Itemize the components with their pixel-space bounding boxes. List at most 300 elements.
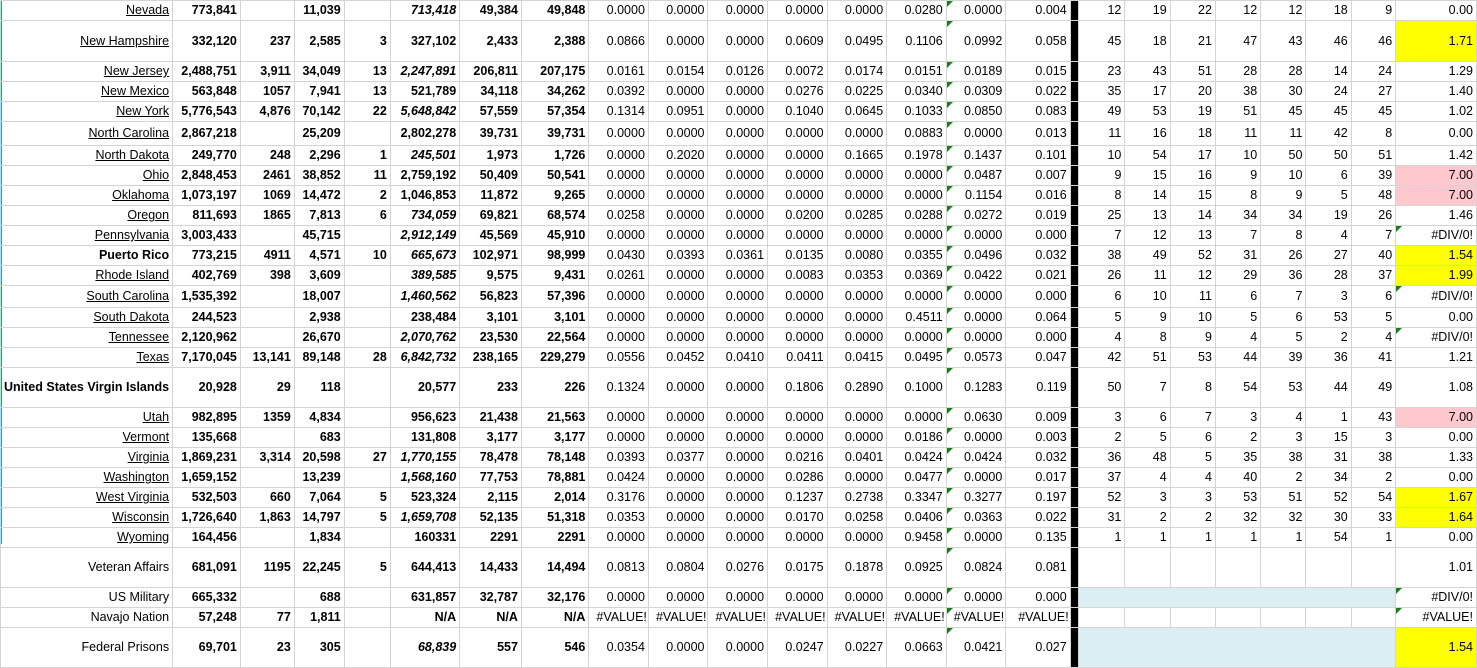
rank-cell[interactable] [1351, 548, 1395, 588]
rank-cell[interactable] [1170, 608, 1215, 628]
data-cell[interactable]: 1,460,562 [390, 286, 459, 308]
data-cell[interactable] [240, 308, 294, 328]
data-cell[interactable]: 0.016 [1006, 186, 1070, 206]
rank-cell[interactable]: 9 [1079, 166, 1125, 186]
rank-cell[interactable]: 31 [1215, 246, 1260, 266]
data-cell[interactable]: 0.0340 [887, 82, 947, 102]
data-cell[interactable]: 0.0406 [887, 508, 947, 528]
state-link[interactable]: Tennessee [108, 330, 170, 344]
data-cell[interactable]: 5 [344, 508, 390, 528]
data-cell[interactable]: 0.0000 [708, 226, 768, 246]
data-cell[interactable]: 332,120 [173, 21, 241, 62]
data-cell[interactable]: 0.0000 [946, 226, 1006, 246]
data-cell[interactable]: 27 [344, 448, 390, 468]
rank-cell[interactable]: 40 [1215, 468, 1260, 488]
rank-cell[interactable]: 33 [1351, 508, 1395, 528]
rank-cell[interactable]: 24 [1306, 82, 1351, 102]
data-cell[interactable] [344, 528, 390, 548]
rank-cell[interactable]: 28 [1261, 62, 1306, 82]
row-label-cell[interactable] [1, 628, 173, 668]
data-cell[interactable]: 0.101 [1006, 146, 1070, 166]
data-cell[interactable]: 0.0000 [589, 328, 649, 348]
data-cell[interactable]: 0.0000 [827, 528, 887, 548]
data-cell[interactable]: 0.2738 [827, 488, 887, 508]
data-cell[interactable]: 0.0174 [827, 62, 887, 82]
data-cell[interactable]: 0.1237 [768, 488, 828, 508]
rank-cell[interactable]: 2 [1079, 428, 1125, 448]
row-label-cell[interactable] [1, 186, 173, 206]
data-cell[interactable]: #VALUE! [946, 608, 1006, 628]
data-cell[interactable] [344, 408, 390, 428]
data-cell[interactable]: 34,262 [521, 82, 588, 102]
rank-cell[interactable] [1306, 548, 1351, 588]
data-cell[interactable]: 0.0992 [946, 21, 1006, 62]
data-cell[interactable]: 34,118 [460, 82, 522, 102]
ratio-cell[interactable]: 7.00 [1396, 166, 1477, 186]
rank-cell[interactable]: 11 [1215, 122, 1260, 146]
data-cell[interactable]: 0.0000 [708, 266, 768, 286]
rank-cell[interactable]: 3 [1125, 488, 1170, 508]
row-label-cell[interactable] [1, 468, 173, 488]
data-cell[interactable]: 0.013 [1006, 122, 1070, 146]
data-cell[interactable]: 773,215 [173, 246, 241, 266]
rank-cell[interactable]: 21 [1170, 21, 1215, 62]
data-cell[interactable]: 0.0645 [827, 102, 887, 122]
data-cell[interactable]: 0.0000 [589, 122, 649, 146]
data-cell[interactable]: 57,559 [460, 102, 522, 122]
data-cell[interactable]: 13 [344, 82, 390, 102]
data-cell[interactable]: 0.0000 [708, 308, 768, 328]
ratio-cell[interactable]: #DIV/0! [1396, 328, 1477, 348]
data-cell[interactable]: 32,787 [460, 588, 522, 608]
rank-cell[interactable]: 18 [1170, 122, 1215, 146]
rank-cell[interactable]: 35 [1079, 82, 1125, 102]
row-label-cell[interactable] [1, 166, 173, 186]
rank-cell[interactable]: 52 [1170, 246, 1215, 266]
rank-cell[interactable]: 1 [1306, 408, 1351, 428]
data-cell[interactable]: 0.0272 [946, 206, 1006, 226]
data-cell[interactable]: 237 [240, 21, 294, 62]
rank-cell[interactable]: 8 [1079, 186, 1125, 206]
data-cell[interactable]: 1,770,155 [390, 448, 459, 468]
rank-cell[interactable]: 4 [1261, 408, 1306, 428]
data-cell[interactable]: 38,852 [294, 166, 344, 186]
state-link[interactable]: New York [116, 104, 170, 118]
state-link[interactable]: Oregon [127, 208, 170, 222]
ratio-cell[interactable]: 1.42 [1396, 146, 1477, 166]
data-cell[interactable]: 18,007 [294, 286, 344, 308]
data-cell[interactable]: 0.0175 [768, 548, 828, 588]
data-cell[interactable]: 0.0000 [768, 286, 828, 308]
data-cell[interactable]: 0.0377 [648, 448, 708, 468]
data-cell[interactable]: 563,848 [173, 82, 241, 102]
data-cell[interactable]: 7,941 [294, 82, 344, 102]
ratio-cell[interactable]: 0.00 [1396, 308, 1477, 328]
data-cell[interactable]: 70,142 [294, 102, 344, 122]
data-cell[interactable]: 1,834 [294, 528, 344, 548]
data-cell[interactable]: 1,659,152 [173, 468, 241, 488]
data-cell[interactable] [240, 428, 294, 448]
ratio-cell[interactable]: 1.02 [1396, 102, 1477, 122]
data-cell[interactable]: 2291 [521, 528, 588, 548]
data-cell[interactable]: 0.0363 [946, 508, 1006, 528]
data-cell[interactable]: 0.0000 [768, 408, 828, 428]
data-cell[interactable]: 0.0000 [648, 286, 708, 308]
data-cell[interactable]: 0.119 [1006, 368, 1070, 408]
data-cell[interactable]: 0.2890 [827, 368, 887, 408]
ratio-cell[interactable]: #DIV/0! [1396, 226, 1477, 246]
data-cell[interactable]: 2 [344, 186, 390, 206]
rank-cell[interactable]: 51 [1125, 348, 1170, 368]
data-cell[interactable]: 0.0000 [708, 488, 768, 508]
data-cell[interactable] [344, 428, 390, 448]
data-cell[interactable]: 1,973 [460, 146, 522, 166]
rank-cell[interactable]: 7 [1215, 226, 1260, 246]
data-cell[interactable]: 0.0000 [708, 428, 768, 448]
data-cell[interactable]: 0.058 [1006, 21, 1070, 62]
data-cell[interactable]: 89,148 [294, 348, 344, 368]
rank-cell[interactable]: 9 [1170, 328, 1215, 348]
data-cell[interactable]: 0.0477 [887, 468, 947, 488]
data-cell[interactable]: 0.0000 [708, 628, 768, 668]
row-label-cell[interactable] [1, 328, 173, 348]
data-cell[interactable]: 50,409 [460, 166, 522, 186]
data-cell[interactable]: 1865 [240, 206, 294, 226]
rank-cell[interactable]: 2 [1125, 508, 1170, 528]
data-cell[interactable]: 2,247,891 [390, 62, 459, 82]
data-cell[interactable]: 631,857 [390, 588, 459, 608]
data-cell[interactable]: 0.0000 [648, 528, 708, 548]
data-cell[interactable]: 0.0000 [708, 166, 768, 186]
ratio-cell[interactable]: 0.00 [1396, 528, 1477, 548]
data-cell[interactable]: 2461 [240, 166, 294, 186]
state-link[interactable]: North Dakota [95, 148, 170, 162]
data-cell[interactable]: 0.0424 [887, 448, 947, 468]
rank-cell[interactable]: 5 [1261, 328, 1306, 348]
data-cell[interactable]: 20,598 [294, 448, 344, 468]
rank-cell[interactable]: 49 [1351, 368, 1395, 408]
rank-cell[interactable]: 5 [1306, 186, 1351, 206]
ratio-cell[interactable]: 1.46 [1396, 206, 1477, 226]
data-cell[interactable] [240, 286, 294, 308]
data-cell[interactable]: 0.0353 [589, 508, 649, 528]
rank-cell[interactable]: 37 [1079, 468, 1125, 488]
rank-cell[interactable]: 53 [1170, 348, 1215, 368]
rank-cell[interactable]: 54 [1351, 488, 1395, 508]
data-cell[interactable]: 0.0258 [827, 508, 887, 528]
data-cell[interactable]: 0.0000 [589, 1, 649, 21]
data-cell[interactable]: 0.0000 [768, 528, 828, 548]
data-cell[interactable]: 0.0609 [768, 21, 828, 62]
rank-cell[interactable]: 53 [1261, 368, 1306, 408]
data-cell[interactable]: #VALUE! [1006, 608, 1070, 628]
row-label-cell[interactable] [1, 308, 173, 328]
data-cell[interactable]: 956,623 [390, 408, 459, 428]
data-cell[interactable]: 0.027 [1006, 628, 1070, 668]
row-label-cell[interactable] [1, 146, 173, 166]
rank-cell[interactable]: 19 [1170, 102, 1215, 122]
data-cell[interactable]: 0.0135 [768, 246, 828, 266]
data-cell[interactable] [344, 328, 390, 348]
rank-cell[interactable]: 8 [1215, 186, 1260, 206]
data-cell[interactable]: 0.009 [1006, 408, 1070, 428]
row-label-cell[interactable] [1, 368, 173, 408]
data-cell[interactable]: 0.0000 [589, 286, 649, 308]
rank-cell[interactable]: 4 [1170, 468, 1215, 488]
rank-cell[interactable]: 6 [1306, 166, 1351, 186]
data-cell[interactable]: 713,418 [390, 1, 459, 21]
data-cell[interactable]: 0.0000 [946, 122, 1006, 146]
rank-cell[interactable]: 8 [1351, 122, 1395, 146]
rank-cell[interactable]: 50 [1079, 368, 1125, 408]
data-cell[interactable]: 0.0000 [827, 1, 887, 21]
data-cell[interactable]: 0.015 [1006, 62, 1070, 82]
data-cell[interactable]: 3,314 [240, 448, 294, 468]
data-cell[interactable]: 1,869,231 [173, 448, 241, 468]
data-cell[interactable]: 644,413 [390, 548, 459, 588]
rank-cell[interactable]: 50 [1261, 146, 1306, 166]
data-cell[interactable]: 0.0000 [827, 286, 887, 308]
data-cell[interactable]: 22,564 [521, 328, 588, 348]
ratio-cell[interactable]: #VALUE! [1396, 608, 1477, 628]
rank-cell[interactable]: 8 [1170, 368, 1215, 408]
data-cell[interactable]: 0.0000 [887, 186, 947, 206]
data-cell[interactable]: 0.0000 [708, 286, 768, 308]
data-cell[interactable]: 1069 [240, 186, 294, 206]
data-cell[interactable]: 0.0000 [648, 308, 708, 328]
rank-cell[interactable]: 15 [1306, 428, 1351, 448]
data-cell[interactable]: 0.0000 [768, 328, 828, 348]
row-label-cell[interactable] [1, 286, 173, 308]
data-cell[interactable]: #VALUE! [648, 608, 708, 628]
data-cell[interactable]: 131,808 [390, 428, 459, 448]
data-cell[interactable]: 0.135 [1006, 528, 1070, 548]
data-cell[interactable]: 57,354 [521, 102, 588, 122]
rank-cell[interactable]: 12 [1261, 1, 1306, 21]
data-cell[interactable]: 28 [344, 348, 390, 368]
data-cell[interactable]: 9,431 [521, 266, 588, 286]
data-cell[interactable]: 0.032 [1006, 448, 1070, 468]
rank-cell[interactable]: 4 [1079, 328, 1125, 348]
data-cell[interactable]: 0.0000 [768, 122, 828, 146]
rank-cell[interactable]: 52 [1306, 488, 1351, 508]
rank-cell[interactable]: 16 [1170, 166, 1215, 186]
data-cell[interactable]: 5 [344, 488, 390, 508]
data-cell[interactable]: 0.081 [1006, 548, 1070, 588]
data-cell[interactable]: 0.1665 [827, 146, 887, 166]
data-cell[interactable]: 546 [521, 628, 588, 668]
rank-cell[interactable]: 11 [1079, 122, 1125, 146]
data-cell[interactable]: 0.0824 [946, 548, 1006, 588]
data-cell[interactable]: 3,177 [460, 428, 522, 448]
data-cell[interactable]: 0.9458 [887, 528, 947, 548]
rank-cell[interactable]: 30 [1261, 82, 1306, 102]
data-cell[interactable]: 1,073,197 [173, 186, 241, 206]
data-cell[interactable]: 13,141 [240, 348, 294, 368]
data-cell[interactable]: 0.0000 [768, 428, 828, 448]
data-cell[interactable]: 0.0369 [887, 266, 947, 286]
data-cell[interactable]: 226 [521, 368, 588, 408]
data-cell[interactable]: 0.0495 [887, 348, 947, 368]
data-cell[interactable]: 0.0000 [708, 122, 768, 146]
data-cell[interactable]: 0.3277 [946, 488, 1006, 508]
data-cell[interactable]: 0.0951 [648, 102, 708, 122]
data-cell[interactable]: 0.0000 [887, 226, 947, 246]
data-cell[interactable]: 398 [240, 266, 294, 286]
data-cell[interactable]: 0.0355 [887, 246, 947, 266]
rank-cell[interactable]: 28 [1215, 62, 1260, 82]
data-cell[interactable]: 0.0161 [589, 62, 649, 82]
ratio-cell[interactable]: 1.54 [1396, 246, 1477, 266]
rank-cell[interactable]: 19 [1306, 206, 1351, 226]
state-link[interactable]: New Hampshire [80, 33, 170, 48]
data-cell[interactable] [344, 266, 390, 286]
data-cell[interactable]: 248 [240, 146, 294, 166]
rank-cell[interactable]: 13 [1170, 226, 1215, 246]
data-cell[interactable]: 56,823 [460, 286, 522, 308]
data-cell[interactable]: 0.0411 [768, 348, 828, 368]
rank-cell[interactable]: 1 [1215, 528, 1260, 548]
rank-cell[interactable]: 7 [1170, 408, 1215, 428]
data-cell[interactable]: 0.2020 [648, 146, 708, 166]
data-cell[interactable]: 0.0000 [648, 82, 708, 102]
state-link[interactable]: Oklahoma [112, 188, 170, 202]
data-cell[interactable]: 0.4511 [887, 308, 947, 328]
rank-cell[interactable]: 39 [1351, 166, 1395, 186]
rank-cell[interactable]: 6 [1351, 286, 1395, 308]
ratio-cell[interactable]: 1.64 [1396, 508, 1477, 528]
rank-cell[interactable]: 51 [1170, 62, 1215, 82]
rank-cell[interactable]: 46 [1306, 21, 1351, 62]
data-cell[interactable]: 207,175 [521, 62, 588, 82]
rank-cell[interactable]: 8 [1261, 226, 1306, 246]
data-cell[interactable]: 0.0258 [589, 206, 649, 226]
data-cell[interactable]: 22 [344, 102, 390, 122]
data-cell[interactable]: 57,248 [173, 608, 241, 628]
data-cell[interactable]: 0.1314 [589, 102, 649, 122]
ratio-cell[interactable]: 1.01 [1396, 548, 1477, 588]
data-cell[interactable]: 0.0000 [589, 588, 649, 608]
rank-cell[interactable]: 29 [1215, 266, 1260, 286]
rank-cell[interactable]: 11 [1125, 266, 1170, 286]
rank-cell[interactable] [1261, 608, 1306, 628]
data-cell[interactable] [344, 226, 390, 246]
state-link[interactable]: Rhode Island [95, 268, 170, 282]
data-cell[interactable] [240, 122, 294, 146]
data-cell[interactable]: 0.0452 [648, 348, 708, 368]
state-link[interactable]: West Virginia [95, 490, 170, 504]
data-cell[interactable]: 665,332 [173, 588, 241, 608]
data-cell[interactable]: 25,209 [294, 122, 344, 146]
data-cell[interactable]: 0.0000 [827, 408, 887, 428]
data-cell[interactable]: 39,731 [521, 122, 588, 146]
row-label-cell[interactable] [1, 348, 173, 368]
data-cell[interactable]: 0.0000 [708, 186, 768, 206]
data-cell[interactable]: 69,701 [173, 628, 241, 668]
data-cell[interactable]: 2,120,962 [173, 328, 241, 348]
rank-cell[interactable]: 3 [1215, 408, 1260, 428]
rank-cell[interactable]: 43 [1125, 62, 1170, 82]
data-cell[interactable]: 5 [344, 548, 390, 588]
data-cell[interactable]: 0.0393 [648, 246, 708, 266]
data-cell[interactable]: 0.0000 [589, 186, 649, 206]
data-cell[interactable]: 7,064 [294, 488, 344, 508]
data-cell[interactable]: 45,715 [294, 226, 344, 246]
rank-cell[interactable]: 2 [1306, 328, 1351, 348]
data-cell[interactable]: 0.0189 [946, 62, 1006, 82]
data-cell[interactable]: 0.0000 [648, 206, 708, 226]
data-cell[interactable]: 982,895 [173, 408, 241, 428]
rank-cell[interactable]: 42 [1306, 122, 1351, 146]
data-cell[interactable]: 0.0000 [708, 528, 768, 548]
rank-cell[interactable]: 52 [1079, 488, 1125, 508]
data-cell[interactable]: 0.1154 [946, 186, 1006, 206]
row-label-cell[interactable] [1, 21, 173, 62]
data-cell[interactable]: 2,115 [460, 488, 522, 508]
data-cell[interactable]: 1195 [240, 548, 294, 588]
data-cell[interactable]: 1,811 [294, 608, 344, 628]
data-cell[interactable]: 0.0280 [887, 1, 947, 21]
data-cell[interactable]: 0.047 [1006, 348, 1070, 368]
rank-cell[interactable]: 27 [1306, 246, 1351, 266]
data-cell[interactable]: 2,848,453 [173, 166, 241, 186]
rank-cell[interactable]: 28 [1306, 266, 1351, 286]
data-cell[interactable]: 0.0424 [589, 468, 649, 488]
data-cell[interactable]: 3 [344, 21, 390, 62]
data-cell[interactable]: 2,433 [460, 21, 522, 62]
data-cell[interactable]: 0.019 [1006, 206, 1070, 226]
data-cell[interactable]: 0.0186 [887, 428, 947, 448]
data-cell[interactable]: 0.1040 [768, 102, 828, 122]
data-cell[interactable]: 7,170,045 [173, 348, 241, 368]
data-cell[interactable]: 13,239 [294, 468, 344, 488]
rank-cell[interactable]: 34 [1306, 468, 1351, 488]
data-cell[interactable]: 0.197 [1006, 488, 1070, 508]
data-cell[interactable]: 0.0000 [648, 1, 708, 21]
data-cell[interactable]: 0.0000 [648, 468, 708, 488]
rank-cell[interactable]: 51 [1261, 488, 1306, 508]
rank-cell[interactable]: 51 [1351, 146, 1395, 166]
state-link[interactable]: Washington [103, 470, 170, 484]
data-cell[interactable]: 249,770 [173, 146, 241, 166]
rank-cell[interactable] [1170, 548, 1215, 588]
rank-cell[interactable]: 53 [1125, 102, 1170, 122]
data-cell[interactable]: 0.0487 [946, 166, 1006, 186]
ratio-cell[interactable]: 1.40 [1396, 82, 1477, 102]
data-cell[interactable]: 0.0000 [827, 186, 887, 206]
data-cell[interactable]: 0.0361 [708, 246, 768, 266]
state-link[interactable]: Virginia [127, 450, 170, 464]
data-cell[interactable]: 0.0000 [768, 186, 828, 206]
data-cell[interactable]: 160331 [390, 528, 459, 548]
data-cell[interactable]: 660 [240, 488, 294, 508]
data-cell[interactable]: 1,726,640 [173, 508, 241, 528]
data-cell[interactable]: 0.0556 [589, 348, 649, 368]
data-cell[interactable]: #VALUE! [827, 608, 887, 628]
data-cell[interactable]: 78,148 [521, 448, 588, 468]
data-cell[interactable]: 0.1106 [887, 21, 947, 62]
rank-cell[interactable]: 1 [1125, 528, 1170, 548]
rank-cell[interactable]: 15 [1125, 166, 1170, 186]
data-cell[interactable]: 3,609 [294, 266, 344, 286]
rank-cell[interactable]: 1 [1079, 528, 1125, 548]
data-cell[interactable]: 233 [460, 368, 522, 408]
rank-cell[interactable]: 5 [1351, 308, 1395, 328]
rank-cell[interactable]: 53 [1215, 488, 1260, 508]
rank-cell[interactable]: 14 [1125, 186, 1170, 206]
rank-cell[interactable]: 19 [1125, 1, 1170, 21]
data-cell[interactable]: 0.1033 [887, 102, 947, 122]
